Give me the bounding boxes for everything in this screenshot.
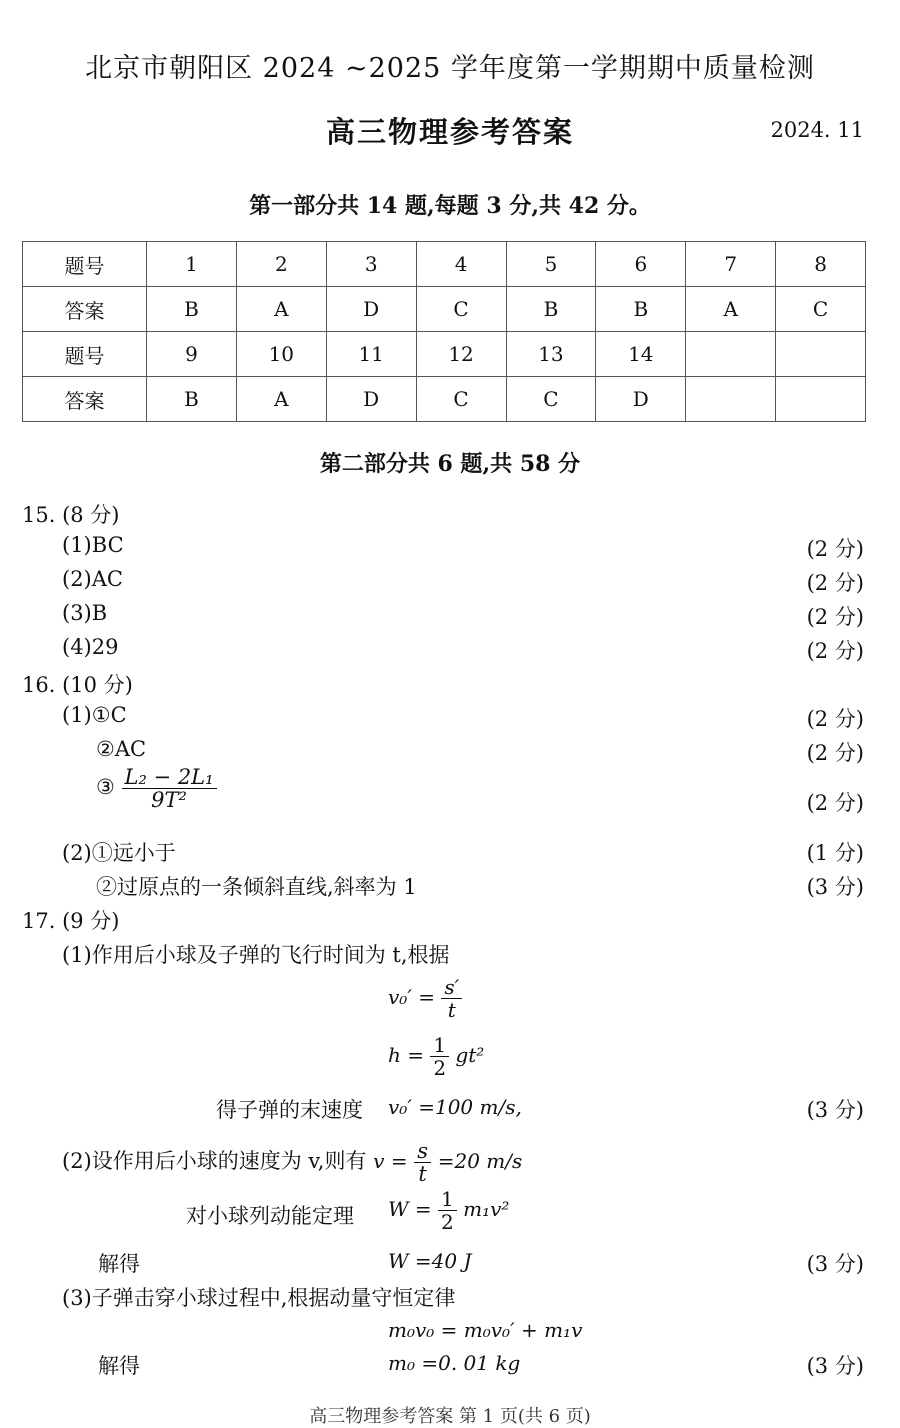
table-row bbox=[23, 242, 866, 287]
q15-score-4: (2 分) bbox=[806, 639, 864, 663]
eq-lhs: W = bbox=[388, 1197, 432, 1221]
row-label: 答案 bbox=[23, 287, 147, 332]
table-cell: 2 bbox=[236, 242, 326, 287]
q16-answer-1: (1)①C bbox=[62, 703, 127, 727]
q17-part1-text: (1)作用后小球及子弹的飞行时间为 t,根据 bbox=[62, 943, 450, 967]
result-equation: v₀′ =100 m/s, bbox=[388, 1095, 522, 1119]
eq-lhs: v₀′ = bbox=[388, 985, 435, 1009]
fraction-denominator: 9T² bbox=[151, 788, 187, 812]
q15-answer-2: (2)AC bbox=[62, 567, 123, 591]
result-label: 解得 bbox=[98, 1252, 140, 1276]
table-cell: 14 bbox=[596, 332, 686, 377]
formula-fraction bbox=[414, 1140, 431, 1185]
table-row bbox=[23, 287, 866, 332]
table-cell: 4 bbox=[416, 242, 506, 287]
q17-score-2: (3 分) bbox=[806, 1252, 864, 1276]
q16-score-2: (2 分) bbox=[806, 741, 864, 765]
table-row bbox=[23, 377, 866, 422]
q17-part2-text bbox=[62, 1140, 522, 1185]
table-cell: C bbox=[416, 377, 506, 422]
q16-answer-4: (2)①远小于 bbox=[62, 841, 176, 865]
eq-lhs: h = bbox=[388, 1043, 424, 1067]
q17-score-3: (3 分) bbox=[806, 1354, 864, 1378]
result-label: 得子弹的末速度 bbox=[216, 1098, 363, 1122]
table-cell: D bbox=[596, 377, 686, 422]
table-cell: A bbox=[236, 287, 326, 332]
fraction-denominator: 2 bbox=[433, 1056, 447, 1080]
equation-velocity bbox=[388, 976, 462, 1021]
answer-prefix: ③ bbox=[96, 775, 115, 799]
table-cell: D bbox=[326, 377, 416, 422]
q17-part3-text: (3)子弹击穿小球过程中,根据动量守恒定律 bbox=[62, 1286, 456, 1310]
q15-score-1: (2 分) bbox=[806, 537, 864, 561]
table-cell: 1 bbox=[147, 242, 237, 287]
q15-score-3: (2 分) bbox=[806, 605, 864, 629]
q15-answer-4: (4)29 bbox=[62, 635, 119, 659]
table-cell: B bbox=[506, 287, 596, 332]
table-cell: C bbox=[416, 287, 506, 332]
row-label: 题号 bbox=[23, 332, 147, 377]
table-cell bbox=[686, 377, 776, 422]
equation-height bbox=[388, 1034, 484, 1079]
q16-answer-2: ②AC bbox=[96, 737, 147, 761]
fraction-denominator: t bbox=[418, 1162, 427, 1186]
result-label: 解得 bbox=[98, 1354, 140, 1378]
fraction-numerator: s bbox=[414, 1140, 431, 1163]
table-cell: 7 bbox=[686, 242, 776, 287]
page-title: 高三物理参考答案 bbox=[325, 115, 574, 149]
q16-score-4: (1 分) bbox=[806, 841, 864, 865]
part2-lead: (2)设作用后小球的速度为 v,则有 bbox=[62, 1149, 367, 1173]
formula-fraction bbox=[438, 1188, 457, 1233]
eq-lhs: v = bbox=[373, 1149, 408, 1173]
table-cell: C bbox=[506, 377, 596, 422]
equation-momentum: m₀v₀ = m₀v₀′ + m₁v bbox=[388, 1318, 583, 1342]
table-cell bbox=[686, 332, 776, 377]
eq-rhs: =20 m/s bbox=[437, 1149, 523, 1173]
q15-answer-3: (3)B bbox=[62, 601, 108, 625]
eq-rhs: m₁v² bbox=[463, 1197, 510, 1221]
result-equation: W =40 J bbox=[388, 1249, 472, 1273]
result-equation: m₀ =0. 01 kg bbox=[388, 1351, 521, 1375]
table-cell: B bbox=[147, 377, 237, 422]
table-cell: 3 bbox=[326, 242, 416, 287]
q15-label: 15. (8 分) bbox=[22, 503, 120, 527]
table-cell: 9 bbox=[147, 332, 237, 377]
fraction-numerator: 1 bbox=[430, 1034, 449, 1057]
q16-answer-5: ②过原点的一条倾斜直线,斜率为 1 bbox=[96, 875, 417, 899]
q16-label: 16. (10 分) bbox=[22, 673, 133, 697]
date: 2024. 11 bbox=[770, 118, 864, 142]
table-cell: 10 bbox=[236, 332, 326, 377]
row-label: 答案 bbox=[23, 377, 147, 422]
table-cell: B bbox=[147, 287, 237, 332]
table-row bbox=[23, 332, 866, 377]
table-cell: B bbox=[596, 287, 686, 332]
row-label: 题号 bbox=[23, 242, 147, 287]
formula-fraction bbox=[441, 976, 462, 1021]
table-cell: A bbox=[236, 377, 326, 422]
part1-heading: 第一部分共 14 题,每题 3 分,共 42 分。 bbox=[249, 193, 651, 219]
page-footer: 高三物理参考答案 第 1 页(共 6 页) bbox=[309, 1406, 591, 1427]
fraction-numerator: 1 bbox=[438, 1188, 457, 1211]
q15-answer-1: (1)BC bbox=[62, 533, 124, 557]
fraction-numerator: s′ bbox=[441, 976, 462, 999]
formula-fraction bbox=[430, 1034, 449, 1079]
answer-table bbox=[22, 241, 866, 422]
q15-score-2: (2 分) bbox=[806, 571, 864, 595]
part2-heading: 第二部分共 6 题,共 58 分 bbox=[319, 451, 581, 477]
table-cell: 6 bbox=[596, 242, 686, 287]
table-cell: A bbox=[686, 287, 776, 332]
equation-kinetic-energy bbox=[388, 1188, 509, 1233]
formula-fraction bbox=[122, 766, 217, 811]
eq-rhs: gt² bbox=[455, 1043, 485, 1067]
table-cell: 5 bbox=[506, 242, 596, 287]
fraction-denominator: t bbox=[447, 998, 456, 1022]
table-cell: D bbox=[326, 287, 416, 332]
table-cell bbox=[776, 332, 866, 377]
q17-label: 17. (9 分) bbox=[22, 909, 120, 933]
q16-score-1: (2 分) bbox=[806, 707, 864, 731]
table-cell: 12 bbox=[416, 332, 506, 377]
q16-score-5: (3 分) bbox=[806, 875, 864, 899]
q17-score-1: (3 分) bbox=[806, 1098, 864, 1122]
fraction-denominator: 2 bbox=[441, 1210, 454, 1234]
table-cell bbox=[776, 377, 866, 422]
table-cell: 8 bbox=[776, 242, 866, 287]
q16-answer-3 bbox=[96, 766, 217, 811]
ke-label: 对小球列动能定理 bbox=[186, 1204, 354, 1228]
fraction-numerator: L₂ − 2L₁ bbox=[122, 766, 217, 789]
table-cell: 11 bbox=[326, 332, 416, 377]
q16-score-3: (2 分) bbox=[806, 791, 864, 815]
table-cell: 13 bbox=[506, 332, 596, 377]
table-cell: C bbox=[776, 287, 866, 332]
exam-header: 北京市朝阳区 2024 ~2025 学年度第一学期期中质量检测 bbox=[85, 53, 815, 84]
